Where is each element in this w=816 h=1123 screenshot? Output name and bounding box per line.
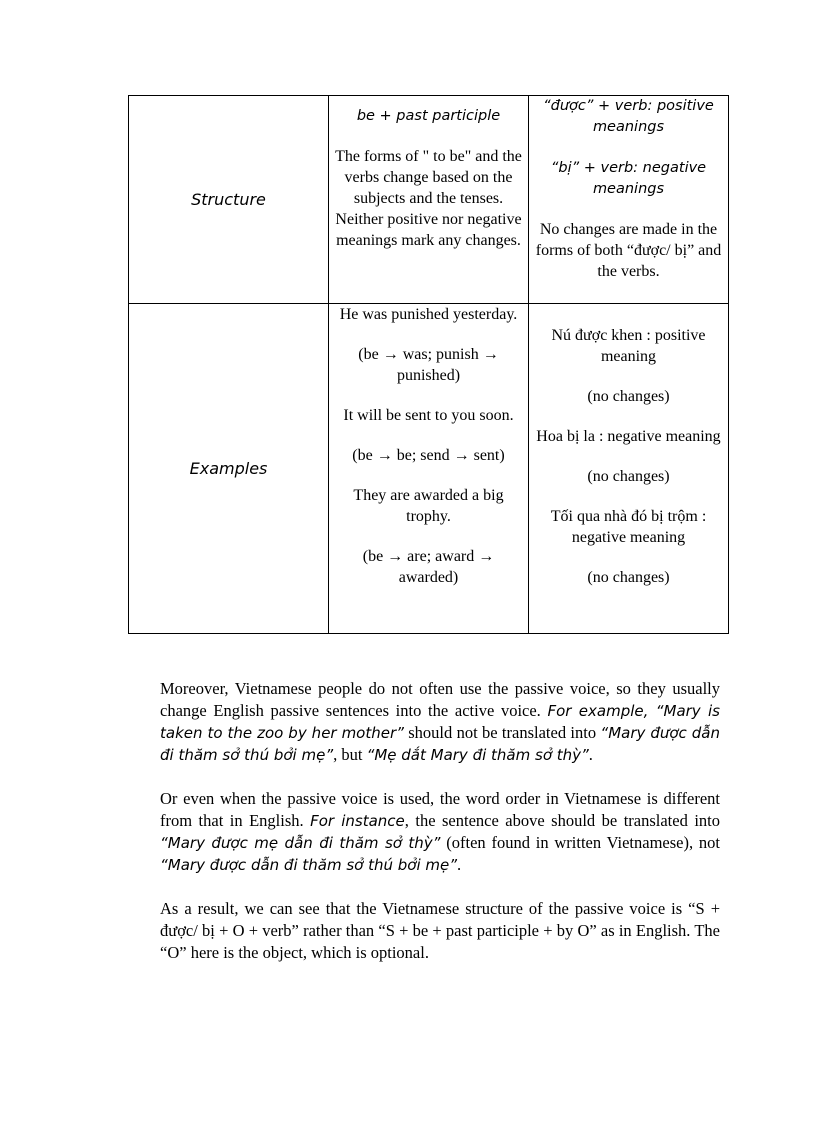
structure-vietnamese-cell (529, 96, 729, 304)
body-text (160, 678, 720, 986)
structure-english-cell (329, 96, 529, 304)
p1-text: Moreover, Vietnamese people do not often use the passive voice, so they usually change English passive sentences into the active voice. (160, 679, 720, 720)
paragraph-1 (160, 678, 720, 766)
english-example-note: (be → are; award → awarded) (362, 548, 495, 586)
p1-text: . (588, 745, 593, 764)
p2-example-wrong: “Mary được dẫn đi thăm sở thú bởi mẹ” (160, 856, 458, 874)
english-example: He was punished yesterday. (339, 306, 518, 323)
p1-text: , but (333, 745, 363, 764)
p2-text: . (457, 855, 462, 874)
vietnamese-example: Nú được khen : positive meaning (551, 327, 706, 365)
english-structure-description: The forms of " to be" and the verbs change based on the subjects and the tenses. Neither positive nor negative meanings mark any changes. (335, 148, 522, 249)
p2-example-right: “Mary được mẹ dẫn đi thăm sở thỳ” (160, 834, 441, 852)
examples-english-cell (329, 304, 529, 634)
p2-for-instance: For instance (310, 812, 405, 830)
p1-example-english: For example, “Mary is taken to the zoo by her mother” (160, 702, 720, 742)
p2-text: (often found in written Vietnamese), not (446, 833, 720, 852)
vietnamese-example-note: (no changes) (587, 569, 670, 586)
p1-example-right: “Mẹ dắt Mary đi thăm sở thỳ” (366, 746, 589, 764)
vietnamese-example: Tối qua nhà đó bị trộm : negative meaning (550, 508, 707, 546)
examples-row (129, 304, 729, 634)
structure-label: Structure (129, 96, 329, 304)
p2-text: , the sentence above should be translated into (404, 811, 720, 830)
paragraph-3: As a result, we can see that the Vietnamese structure of the passive voice is “S + được/ bị + O + verb” rather than “S + be + past participle + by O” as in English. The “O” here is the object, which is optional. (160, 899, 720, 962)
paragraph-2 (160, 788, 720, 876)
vietnamese-structure-description: No changes are made in the forms of both “được/ bị” and the verbs. (535, 221, 722, 280)
p1-example-wrong: “Mary được dẫn đi thăm sở thú bởi mẹ” (160, 724, 720, 764)
p2-text: Or even when the passive voice is used, the word order in Vietnamese is different from that in English. (160, 789, 720, 830)
structure-row (129, 96, 729, 304)
english-example-note: (be → was; punish → punished) (358, 346, 499, 384)
vietnamese-formula-positive: “được” + verb: positive meanings (543, 98, 714, 135)
vietnamese-example: Hoa bị la : negative meaning (536, 428, 721, 445)
vietnamese-example-note: (no changes) (587, 388, 670, 405)
english-example: They are awarded a big trophy. (353, 487, 504, 525)
comparison-table (128, 95, 729, 634)
vietnamese-formula-negative: “bị” + verb: negative meanings (550, 160, 707, 197)
examples-vietnamese-cell (529, 304, 729, 634)
vietnamese-example-note: (no changes) (587, 468, 670, 485)
english-example-note: (be → be; send → sent) (352, 447, 505, 464)
english-formula: be + past participle (356, 108, 501, 124)
english-example: It will be sent to you soon. (343, 407, 514, 424)
examples-label: Examples (129, 304, 329, 634)
p1-text: should not be translated into (408, 723, 597, 742)
